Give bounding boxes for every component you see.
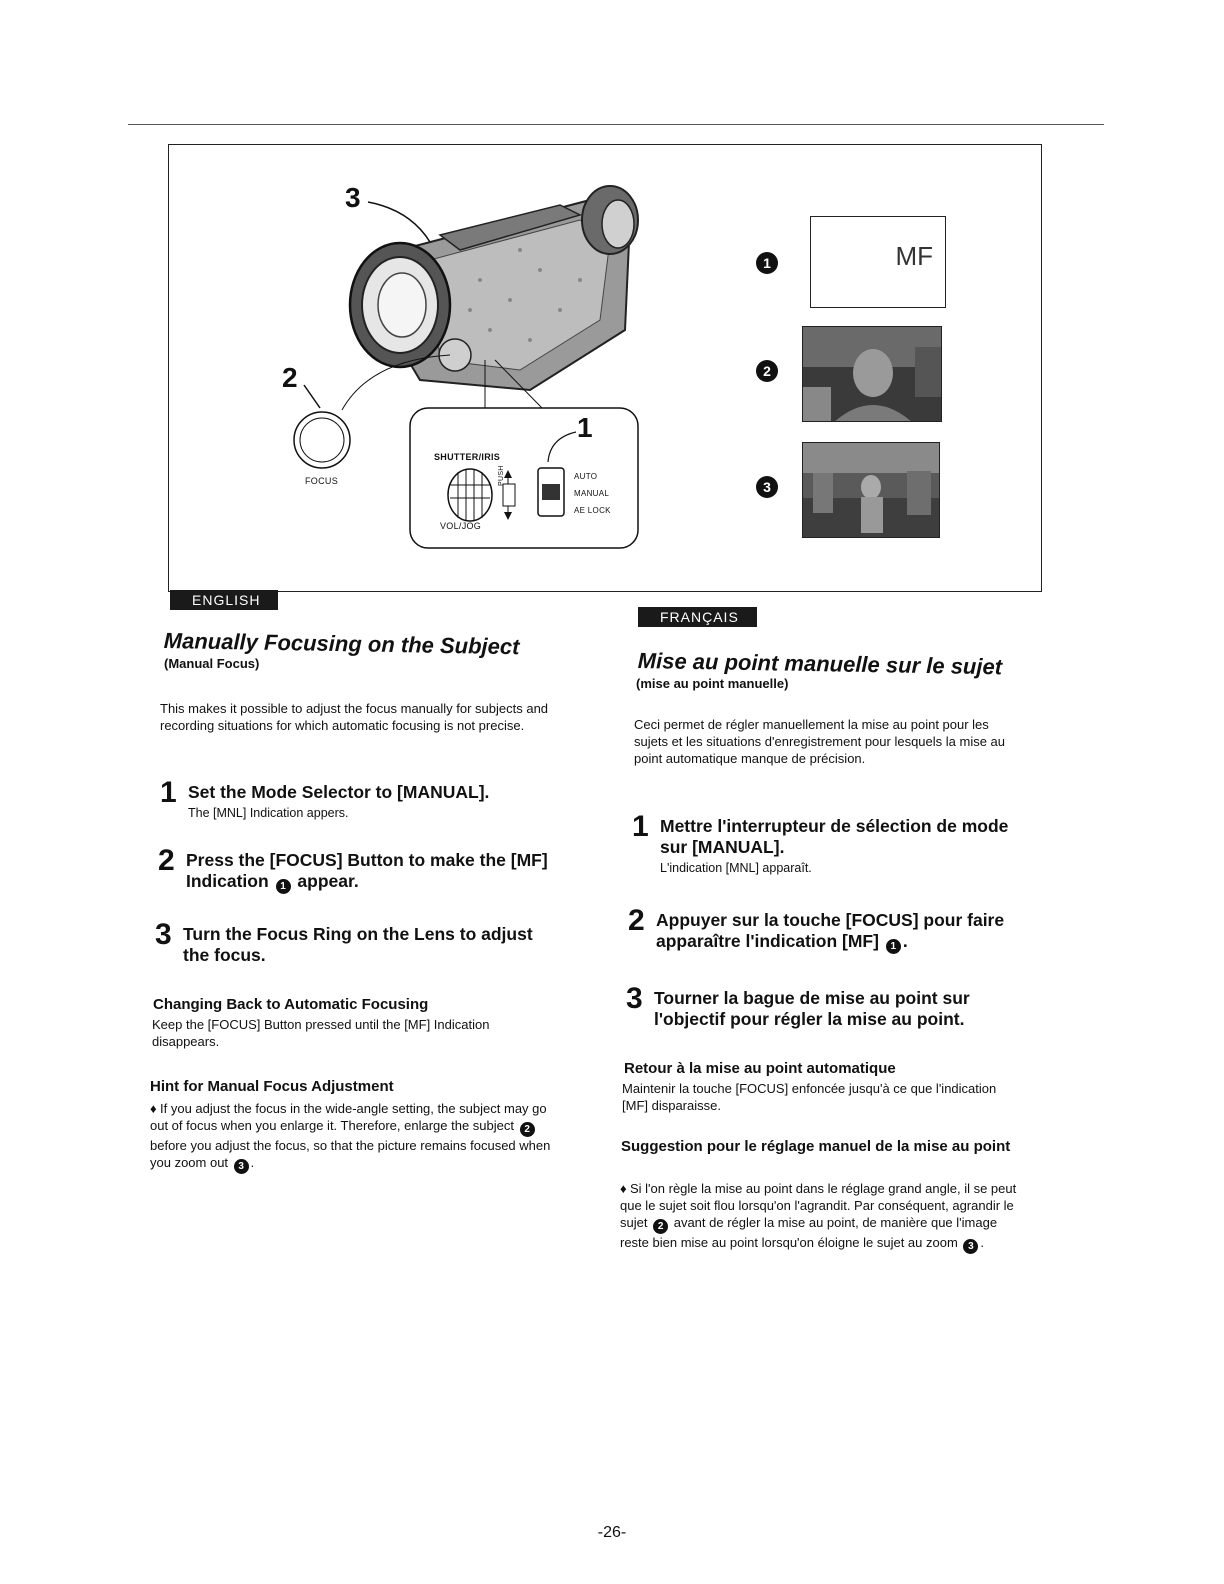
french-step-1 <box>632 810 1012 876</box>
hint-text-c: . <box>980 1235 985 1250</box>
marker-ref-2: 2 <box>653 1219 668 1234</box>
marker-3: 3 <box>756 476 778 498</box>
step-heading <box>186 850 558 894</box>
focus-button-label: FOCUS <box>305 476 338 486</box>
step-heading-text: Press the [FOCUS] Button to make the [MF] Indication <box>186 850 548 891</box>
english-tag: ENGLISH <box>170 590 278 610</box>
callout-2: 2 <box>282 362 298 393</box>
french-hint-heading: Suggestion pour le réglage manuel de la mise au point <box>621 1138 1011 1155</box>
french-title: Mise au point manuelle sur le sujet <box>637 648 1003 680</box>
french-subtitle: (mise au point manuelle) <box>636 676 789 691</box>
english-intro: This makes it possible to adjust the focus manually for subjects and recording situations for which automatic focusing is not precise. <box>160 701 549 733</box>
english-back-auto-heading: Changing Back to Automatic Focusing <box>153 996 429 1013</box>
enlarged-subject-picture <box>803 327 942 422</box>
step-number: 1 <box>632 810 649 843</box>
marker-ref: 1 <box>886 939 901 954</box>
step-heading-text: Appuyer sur la touche [FOCUS] pour faire apparaître l'indication [MF] <box>656 910 1005 951</box>
step-number: 3 <box>155 918 172 951</box>
switch-option-auto: AUTO <box>574 472 598 481</box>
english-back-auto-body: Keep the [FOCUS] Button pressed until the [MF] Indication disappears. <box>152 1017 490 1049</box>
french-hint-body <box>620 1180 1020 1254</box>
french-step-2 <box>628 904 1012 954</box>
step-heading-text-end: . <box>902 931 908 951</box>
step-heading: Set the Mode Selector to [MANUAL]. <box>188 782 490 802</box>
marker-2: 2 <box>756 360 778 382</box>
zoomed-out-image <box>802 442 940 538</box>
camcorder-illustration <box>280 180 660 560</box>
english-hint-heading: Hint for Manual Focus Adjustment <box>150 1078 394 1095</box>
bullet-icon: ♦ <box>620 1181 627 1196</box>
mf-display-screen <box>810 216 946 308</box>
step-heading: Mettre l'interrupteur de sélection de mode sur [MANUAL]. <box>660 816 1009 857</box>
french-back-auto-heading: Retour à la mise au point automatique <box>624 1060 896 1077</box>
callout-1: 1 <box>577 412 593 443</box>
hint-text-b: avant de régler la mise au point, de manière que l'image reste bien mise au point lorsqu'on éloigne le sujet au zoom <box>620 1215 998 1250</box>
hint-text-a: Si l'on règle la mise au point dans le réglage grand angle, il se peut que le sujet soit flou lorsqu'on l'agrandit. Par conséquent, agrandir le sujet <box>620 1181 1017 1230</box>
step-note: L'indication [MNL] apparaît. <box>660 861 812 875</box>
vol-jog-label: VOL/JOG <box>440 521 482 531</box>
page-number: -26- <box>597 1524 627 1541</box>
switch-option-manual: MANUAL <box>574 489 610 498</box>
hint-text-c: . <box>250 1155 255 1170</box>
switch-option-ae-lock: AE LOCK <box>574 506 611 515</box>
bullet-icon: ♦ <box>150 1101 157 1116</box>
english-hint-body <box>150 1100 556 1174</box>
hint-text-a: If you adjust the focus in the wide-angle setting, the subject may go out of focus when you enlarge it. Therefore, enlarge the subject <box>150 1101 547 1133</box>
french-back-auto-body: Maintenir la touche [FOCUS] enfoncée jusqu'à ce que l'indication [MF] disparaisse. <box>622 1081 997 1113</box>
step-heading <box>656 910 1012 954</box>
english-title: Manually Focusing on the Subject <box>163 628 520 660</box>
step-number: 1 <box>160 776 177 809</box>
marker-1: 1 <box>756 252 778 274</box>
enlarged-subject-image <box>802 326 942 422</box>
hint-text-b: before you adjust the focus, so that the picture remains focused when you zoom out <box>150 1138 551 1170</box>
push-label: PUSH <box>498 465 505 486</box>
french-step-3 <box>626 982 1016 1030</box>
callout-3: 3 <box>345 182 361 213</box>
english-step-3 <box>155 918 555 966</box>
mf-display-text: MF <box>895 241 933 271</box>
shutter-iris-label: SHUTTER/IRIS <box>434 452 501 462</box>
step-heading: Tourner la bague de mise au point sur l'objectif pour régler la mise au point. <box>654 988 970 1029</box>
english-subtitle: (Manual Focus) <box>164 656 260 671</box>
english-step-1 <box>160 776 560 821</box>
marker-ref-3: 3 <box>963 1239 978 1254</box>
marker-ref-3: 3 <box>234 1159 249 1174</box>
step-heading: Turn the Focus Ring on the Lens to adjust the focus. <box>183 924 533 965</box>
french-intro: Ceci permet de régler manuellement la mise au point pour les sujets et les situations d'enregistrement pour lesquels la mise au point automatique manque de précision. <box>634 717 1006 766</box>
english-step-2 <box>158 844 558 894</box>
step-heading-text-end: appear. <box>297 871 359 891</box>
step-note: The [MNL] Indication appers. <box>188 806 349 820</box>
step-number: 3 <box>626 982 643 1015</box>
step-number: 2 <box>158 844 175 877</box>
step-number: 2 <box>628 904 645 937</box>
french-tag: FRANÇAIS <box>638 607 757 627</box>
zoomed-out-picture <box>803 443 940 538</box>
marker-ref: 1 <box>276 879 291 894</box>
marker-ref-2: 2 <box>520 1122 535 1137</box>
top-rule <box>128 124 1104 125</box>
